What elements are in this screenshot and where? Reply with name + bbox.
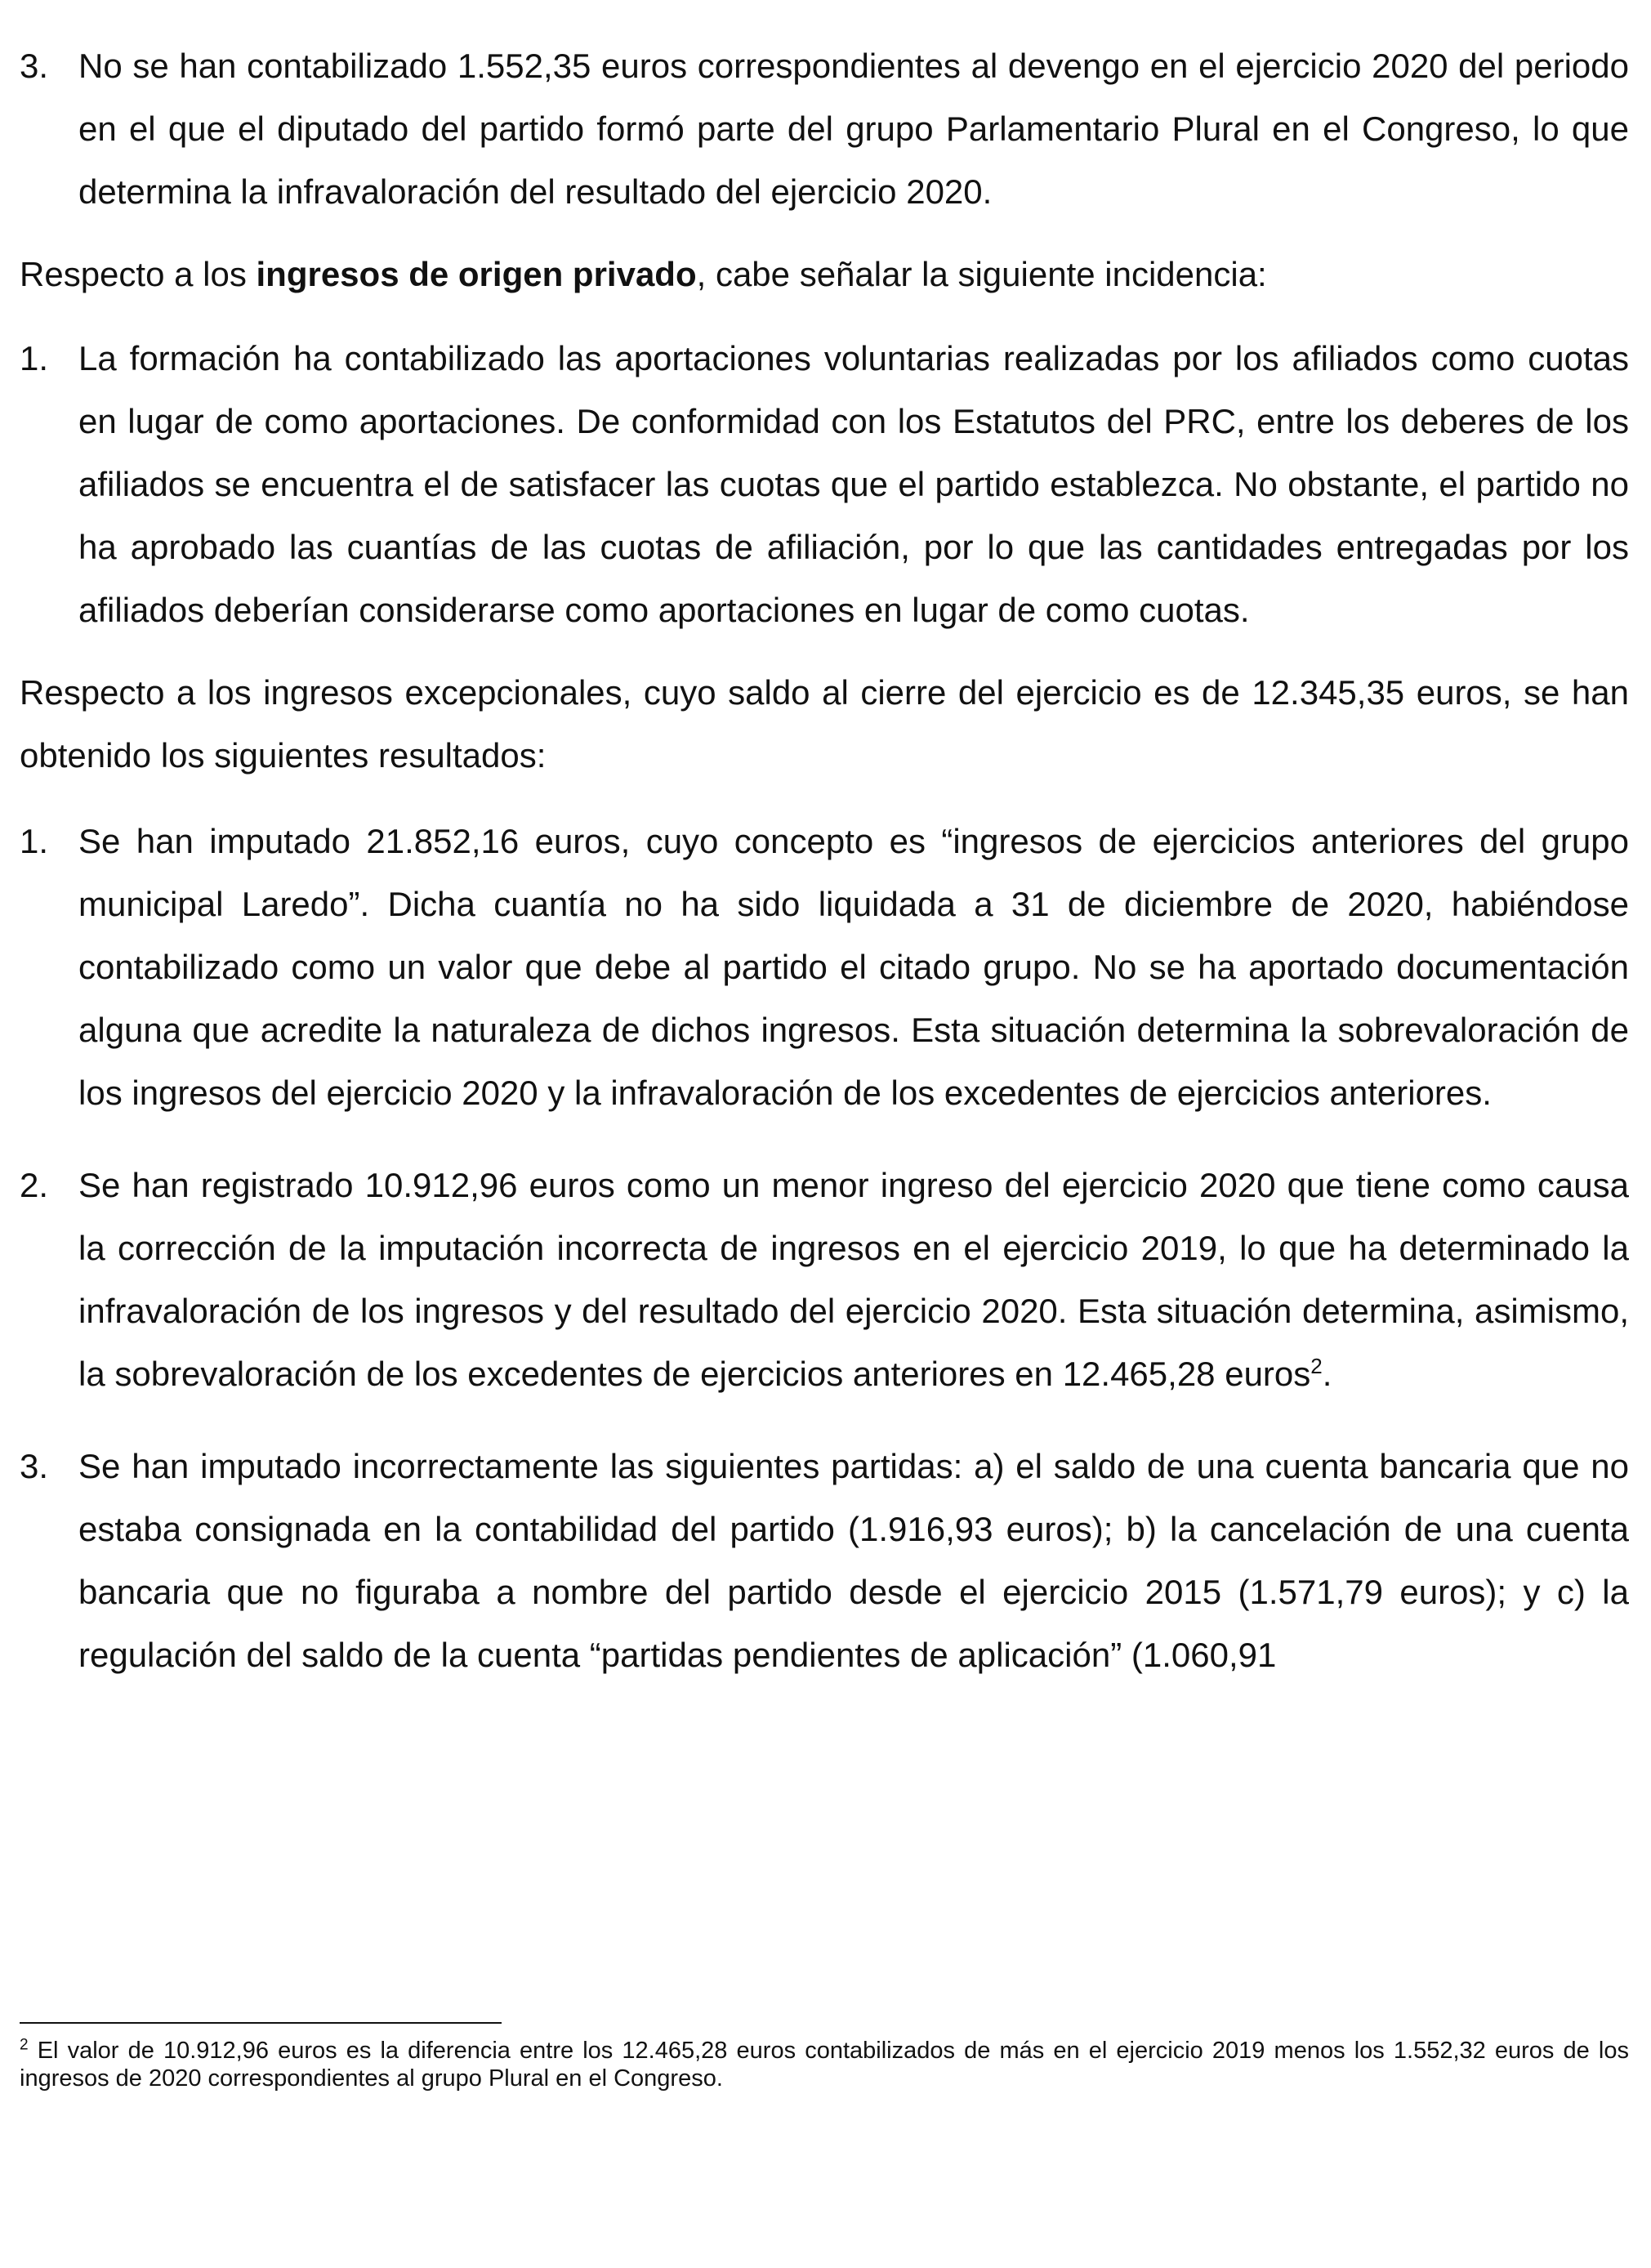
list-number: 1. [20,339,49,377]
paragraph-ingresos-excepcionales: Respecto a los ingresos excepcionales, cuyo saldo al cierre del ejercicio es de 12.345,35 euros, se han obtenido los siguientes resultados: [20,673,1629,775]
footnote-separator [20,2022,502,2024]
list-item-3-partidas [20,1435,1629,1686]
list-item-3-congreso [20,34,1629,223]
list-item-text: La formación ha contabilizado las aportaciones voluntarias realizadas por los afiliados como cuotas en lugar de como aportaciones. De conformidad con los Estatutos del PRC, entre los deberes de los afiliados se encuentra el de satisfacer las cuotas que el partido establezca. No obstante, el partido no ha aprobado las cuantías de las cuotas de afiliación, por lo que las cantidades entregadas por los afiliados deberían considerarse como aportaciones en lugar de como cuotas. [78,339,1629,629]
list-number: 3. [20,1447,49,1485]
footnote-mark: 2 [20,2036,29,2054]
list-item-end: . [1322,1355,1332,1393]
list-item-body: Se han registrado 10.912,96 euros como un menor ingreso del ejercicio 2020 que tiene como causa la corrección de la imputación incorrecta de ingresos en el ejercicio 2019, lo que ha determinado la infravaloración de los ingresos y del resultado del ejercicio 2020. Esta situación determina, asimismo, la sobrevaloración de los excedentes de ejercicios anteriores en 12.465,28 euros [78,1166,1629,1393]
list-number: 1. [20,822,49,860]
paragraph-text-bold: ingresos de origen privado [256,255,697,293]
footnote-reference[interactable]: 2 [1310,1354,1323,1378]
list-item-text: Se han imputado incorrectamente las siguientes partidas: a) el saldo de una cuenta bancaria que no estaba consignada en la contabilidad del partido (1.916,93 euros); b) la cancelación de una cuenta bancaria que no figuraba a nombre del partido desde el ejercicio 2015 (1.571,79 euros); y c) la regulación del saldo de la cuenta “partidas pendientes de aplicación” (1.060,91 [78,1447,1629,1674]
footnote [20,2037,1629,2092]
paragraph-text-tail: , cabe señalar la siguiente incidencia: [696,255,1267,293]
document-body [20,34,1629,1686]
list-item-1-laredo [20,810,1629,1124]
list-item-text [78,1154,1629,1405]
list-number: 3. [20,47,49,85]
list-item-text: Se han imputado 21.852,16 euros, cuyo concepto es “ingresos de ejercicios anteriores del grupo municipal Laredo”. Dicha cuantía no ha sido liquidada a 31 de diciembre de 2020, habiéndose contabilizado como un valor que debe al partido el citado grupo. No se ha aportado documentación alguna que acredite la naturaleza de dichos ingresos. Esta situación determina la sobrevaloración de los ingresos del ejercicio 2020 y la infravaloración de los excedentes de ejercicios anteriores. [78,822,1629,1112]
list-number: 2. [20,1166,49,1204]
list-item-text: No se han contabilizado 1.552,35 euros correspondientes al devengo en el ejercicio 2020 del periodo en el que el diputado del partido formó parte del grupo Parlamentario Plural en el Congreso, lo que determina la infravaloración del resultado del ejercicio 2020. [78,47,1629,211]
paragraph-text-lead: Respecto a los [20,255,257,293]
list-item-2-correccion [20,1154,1629,1405]
footnote-text: El valor de 10.912,96 euros es la diferencia entre los 12.465,28 euros contabilizados de más en el ejercicio 2019 menos los 1.552,32 euros de los ingresos de 2020 correspondientes al grupo Plural en el Congreso. [20,2038,1629,2092]
list-item-1-cuotas [20,327,1629,641]
paragraph-ingresos-privados [20,243,1629,306]
